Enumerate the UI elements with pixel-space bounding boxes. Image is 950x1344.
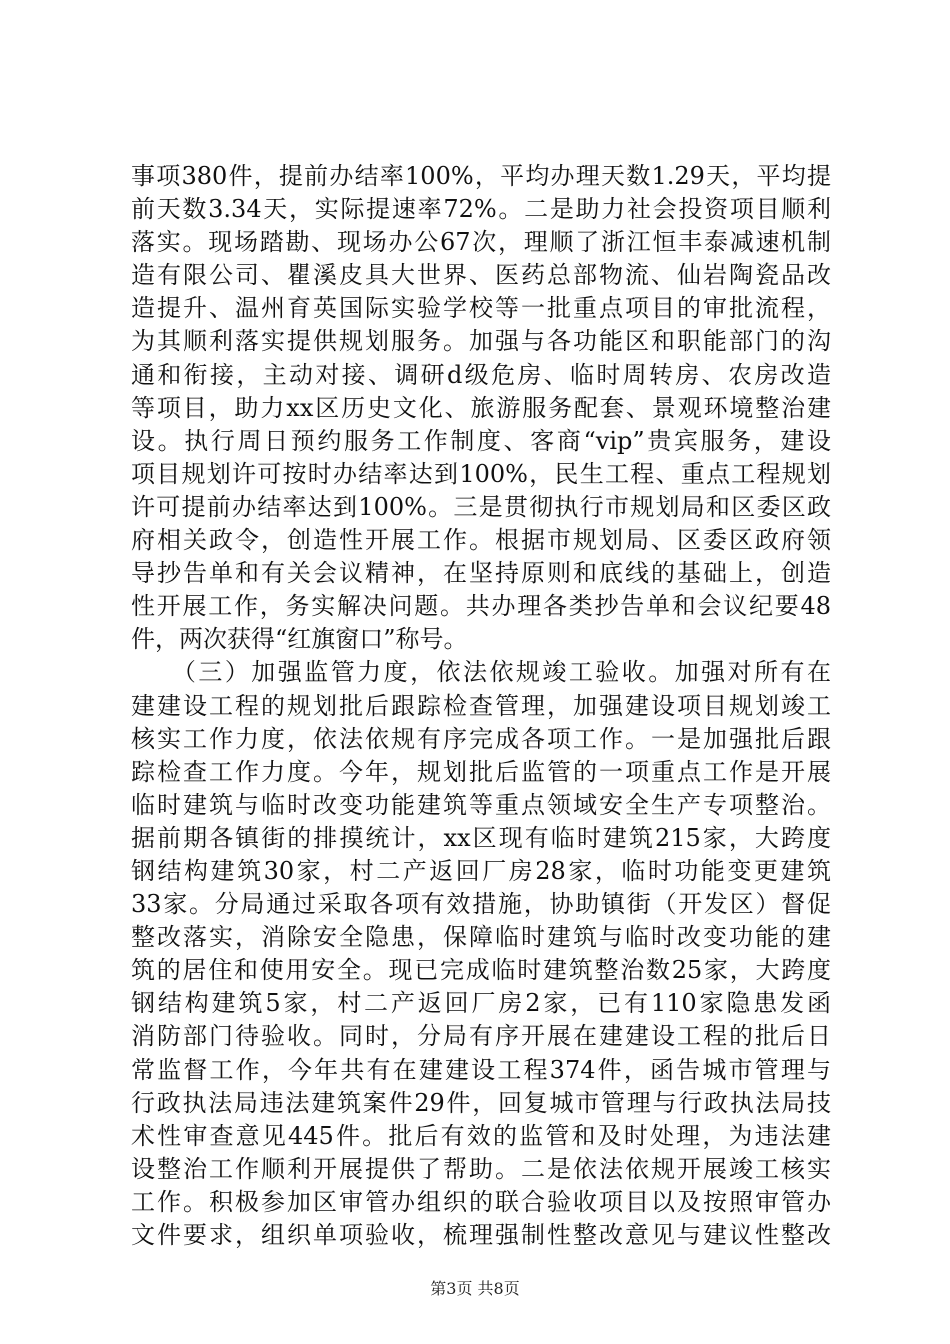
text-line: 钢结构建筑30家，村二产返回厂房28家，临时功能变更建筑 [131,856,831,885]
text-line: 许可提前办结率达到100%。三是贯彻执行市规划局和区委区政 [131,492,831,521]
text-line: 为其顺利落实提供规划服务。加强与各功能区和职能部门的沟 [131,327,831,356]
text-line: 常监督工作，今年共有在建建设工程374件，函告城市管理与 [131,1055,831,1084]
text-line: 项目规划许可按时办结率达到100%，民生工程、重点工程规划 [131,459,831,488]
text-line: 落实。现场踏勘、现场办公67次，理顺了浙江恒丰泰减速机制 [131,228,831,257]
text-line: 等项目，助力xx区历史文化、旅游服务配套、景观环境整治建 [131,393,831,422]
text-line: （三）加强监管力度，依法依规竣工验收。加强对所有在 [131,658,831,687]
page-footer: 第3页 共8页 [430,1279,520,1298]
text-line: 行政执法局违法建筑案件29件，回复城市管理与行政执法局技 [131,1088,831,1117]
text-line: 导抄告单和有关会议精神，在坚持原则和底线的基础上，创造 [131,559,831,588]
text-line: 踪检查工作力度。今年，规划批后监管的一项重点工作是开展 [131,757,831,786]
text-line: 文件要求，组织单项验收，梳理强制性整改意见与建议性整改 [131,1221,831,1249]
text-line: 造提升、温州育英国际实验学校等一批重点项目的审批流程， [131,294,831,323]
text-line: 通和衔接，主动对接、调研d级危房、临时周转房、农房改造 [131,360,831,389]
text-line: 设整治工作顺利开展提供了帮助。二是依法依规开展竣工核实 [131,1154,831,1183]
text-line: 造有限公司、瞿溪皮具大世界、医药总部物流、仙岩陶瓷品改 [131,261,831,290]
text-line: 核实工作力度，依法依规有序完成各项工作。一是加强批后跟 [131,724,831,753]
text-line: 件，两次获得“红旗窗口”称号。 [131,625,468,654]
text-line: 府相关政令，创造性开展工作。根据市规划局、区委区政府领 [131,526,831,555]
text-line: 据前期各镇街的排摸统计，xx区现有临时建筑215家，大跨度 [131,823,831,852]
text-line: 整改落实，消除安全隐患，保障临时建筑与临时改变功能的建 [131,923,831,952]
text-line: 33家。分局通过采取各项有效措施，协助镇街（开发区）督促 [131,890,831,919]
body-text [131,160,831,1252]
text-line: 消防部门待验收。同时，分局有序开展在建建设工程的批后日 [131,1022,831,1051]
text-line: 筑的居住和使用安全。现已完成临时建筑整治数25家，大跨度 [131,956,831,985]
text-line: 设。执行周日预约服务工作制度、客商“vip”贵宾服务，建设 [131,426,831,455]
text-line: 钢结构建筑5家，村二产返回厂房2家，已有110家隐患发函 [131,989,831,1018]
text-line: 建建设工程的规划批后跟踪检查管理，加强建设项目规划竣工 [131,691,831,720]
text-line: 术性审查意见445件。批后有效的监管和及时处理，为违法建 [131,1121,831,1150]
text-line: 前天数3.34天，实际提速率72%。二是助力社会投资项目顺利 [131,195,831,224]
text-line: 临时建筑与临时改变功能建筑等重点领域安全生产专项整治。 [131,790,831,819]
text-line: 工作。积极参加区审管办组织的联合验收项目以及按照审管办 [131,1187,831,1216]
text-line: 事项380件，提前办结率100%，平均办理天数1.29天，平均提 [131,162,831,190]
text-line: 性开展工作，务实解决问题。共办理各类抄告单和会议纪要48 [131,592,831,621]
